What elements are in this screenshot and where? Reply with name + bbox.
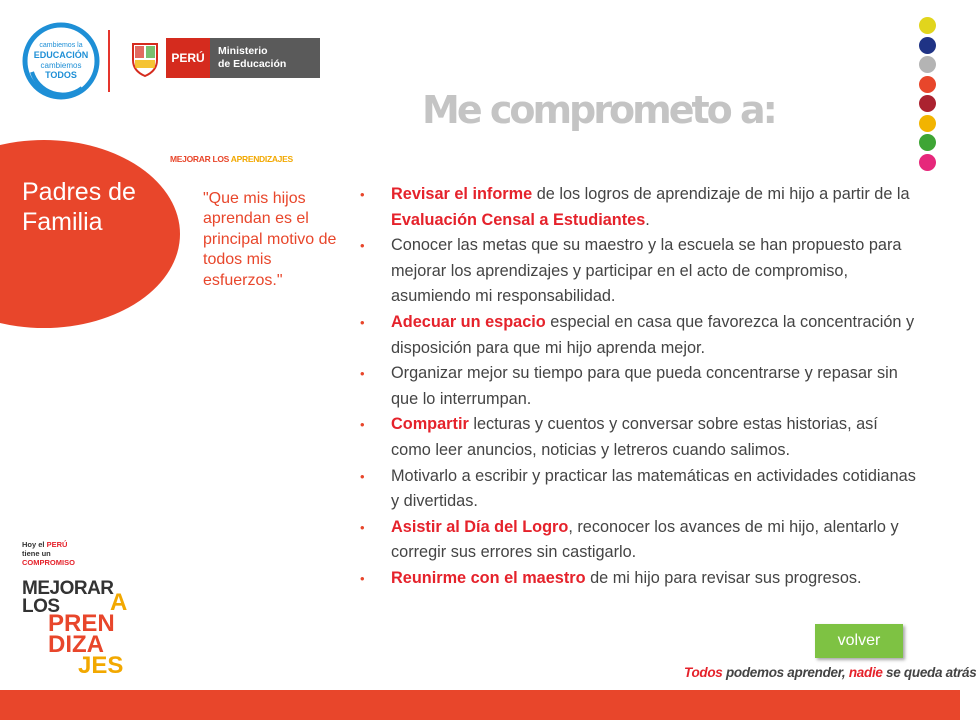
bullet-icon: • (360, 519, 365, 535)
aprendizajes-a: A (110, 589, 128, 616)
campaign-logo-text-4: TODOS (45, 70, 77, 80)
ministry-label (210, 38, 320, 78)
commitment-text: Organizar mejor su tiempo para que pueda concentrarse y repasar sin que lo interrumpan. (391, 364, 898, 408)
hoy-compromiso-text (22, 540, 75, 567)
bullet-icon: • (360, 417, 365, 433)
header-divider (108, 30, 110, 92)
color-dot (919, 76, 936, 93)
commitment-item (360, 361, 920, 412)
commitment-text: Motivarlo a escribir y practicar las matemáticas en actividades cotidianas y divertidas. (391, 466, 916, 511)
mejorar-logo-line-1: MEJORAR (22, 578, 114, 599)
tagline-part-1: Todos (684, 665, 723, 680)
peru-label: PERÚ (166, 38, 210, 78)
commitment-item (360, 566, 920, 592)
hoy-peru: PERÚ (46, 540, 68, 549)
parents-title-line-2: Familia (22, 207, 103, 236)
bullet-icon: • (360, 570, 365, 586)
ministry-logo (128, 38, 320, 78)
parents-title (22, 178, 136, 237)
mejorar-label-part-2: APRENDIZAJES (230, 154, 293, 164)
tagline-part-2: podemos aprender, (722, 665, 849, 680)
peru-shield-icon (128, 38, 162, 78)
bullet-icon: • (360, 314, 365, 330)
campaign-logo-text-3: cambiemos (40, 61, 82, 70)
commitment-text: especial en casa que favorezca la concentración y disposición para que mi hijo aprenda mejor. (391, 312, 915, 357)
hoy-part-3: COMPROMISO (22, 558, 75, 567)
campaign-logo (22, 22, 100, 100)
commitment-text: lecturas y cuentos y conversar sobre estas historias, así como leer anuncios, noticias y letreros cuando salimos. (391, 415, 878, 459)
commitment-highlight: Evaluación Censal a Estudiantes (391, 210, 646, 229)
bullet-icon: • (360, 238, 365, 254)
tagline (684, 665, 976, 680)
hoy-part-2: tiene un (22, 549, 51, 558)
campaign-logo-text-1: cambiemos la (39, 42, 83, 49)
aprendizajes-logo (48, 589, 128, 680)
tagline-part-4: se queda atrás (882, 665, 976, 680)
commitment-text: de los logros de aprendizaje de mi hijo a partir de la (532, 185, 910, 203)
commitment-text: . (645, 210, 650, 229)
color-dot (919, 154, 936, 171)
volver-button[interactable]: volver (815, 624, 903, 658)
bullet-icon: • (360, 468, 365, 484)
hoy-part-1: Hoy el (22, 540, 47, 549)
tagline-part-3: nadie (848, 665, 883, 680)
commitment-item (360, 310, 920, 361)
commitments-list (360, 182, 920, 592)
commitment-text: , reconocer los avances de mi hijo, alentarlo y corregir sus errores sin castigarlo. (391, 517, 899, 562)
commitment-item (360, 233, 920, 310)
commitment-item (360, 412, 920, 463)
commitment-highlight: Reunirme con el maestro (391, 568, 586, 587)
commitment-highlight: Adecuar un espacio (391, 312, 546, 331)
color-dot (919, 17, 936, 34)
commitment-highlight: Compartir (391, 415, 469, 434)
mejorar-logo-line-2: LOS (22, 596, 60, 618)
commitment-item (360, 182, 920, 233)
commitment-highlight: Asistir al Día del Logro (391, 517, 569, 536)
color-dot (919, 56, 936, 73)
commitment-text: de mi hijo para revisar sus progresos. (585, 568, 862, 587)
aprendizajes-diza: DIZA (48, 631, 104, 659)
parents-quote: "Que mis hijos aprendan es el principal motivo de todos mis esfuerzos." (203, 190, 337, 289)
color-dot (919, 134, 936, 151)
campaign-logo-text-2: EDUCACIÓN (33, 50, 89, 60)
ministry-line-1: Ministerio (218, 44, 268, 57)
aprendizajes-pren: PREN (48, 610, 115, 638)
color-dot (919, 115, 936, 132)
mejorar-label (170, 154, 293, 164)
bullet-icon: • (360, 187, 365, 202)
bottom-band (0, 690, 960, 720)
parents-title-line-1: Padres de (22, 178, 136, 206)
commitment-item (360, 464, 920, 515)
ministry-line-2: de Educación (218, 58, 287, 70)
color-dot (919, 95, 936, 112)
mejorar-label-part-1: MEJORAR LOS (170, 154, 230, 164)
aprendizajes-jes: JES (78, 652, 124, 680)
commitment-text: Conocer las metas que su maestro y la escuela se han propuesto para mejorar los aprendizajes y participar en el acto de compromiso, asumiendo mi responsabilidad. (391, 236, 902, 306)
color-dot (919, 37, 936, 54)
commitment-item (360, 515, 920, 566)
bullet-icon: • (360, 366, 365, 382)
commitment-highlight: Revisar el informe (391, 185, 533, 203)
page-title: Me comprometo a: (422, 88, 775, 132)
